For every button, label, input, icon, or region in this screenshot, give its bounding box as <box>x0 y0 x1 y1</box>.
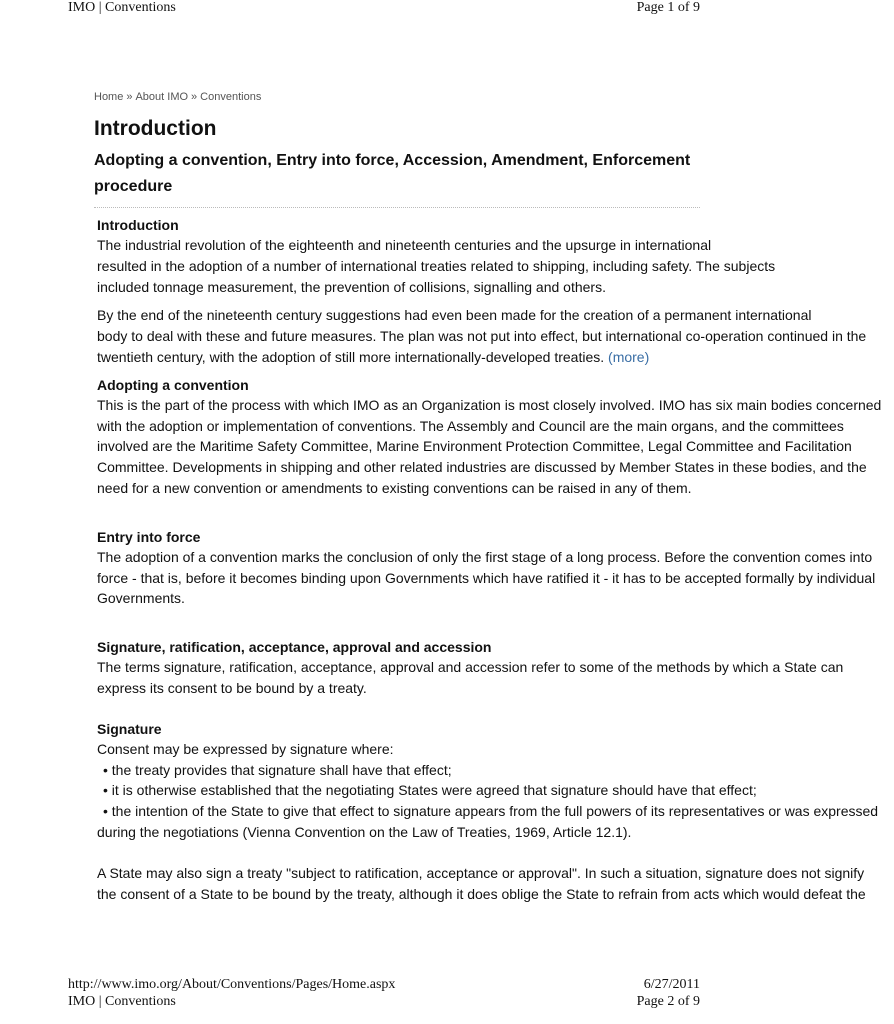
bullet-item: • the intention of the State to give that effect to signature appears from the full powers of its representatives or was expressed <box>103 803 879 820</box>
print-footer-url: http://www.imo.org/About/Conventions/Pages/Home.aspx <box>68 977 396 992</box>
paragraph-line: during the negotiations (Vienna Convention on the Law of Treaties, 1969, Article 12.1). <box>97 823 632 840</box>
paragraph-line: This is the part of the process with which IMO as an Organization is most closely involved. IMO has six main bodies concerned <box>97 396 882 413</box>
page-title: Introduction <box>94 117 217 140</box>
section-heading-introduction: Introduction <box>97 217 179 233</box>
article-body <box>94 208 894 904</box>
paragraph-line: Governments. <box>97 590 185 607</box>
subtitle-line: Adopting a convention, Entry into force, Accession, Amendment, Enforcement <box>94 152 691 169</box>
breadcrumb-home-link[interactable]: Home <box>94 91 124 103</box>
print-footer-date: 6/27/2011 <box>643 977 700 992</box>
paragraph-line: A State may also sign a treaty "subject to ratification, acceptance or approval". In such a situation, signature does not signify <box>97 864 865 881</box>
paragraph-line: force - that is, before it becomes binding upon Governments which have ratified it - it has to be accepted formally by individual <box>97 569 876 586</box>
paragraph-line: The industrial revolution of the eighteenth and nineteenth centuries and the upsurge in international <box>97 237 712 253</box>
subtitle-line: procedure <box>94 178 173 195</box>
paragraph-line: involved are the Maritime Safety Committee, Marine Environment Protection Committee, Legal Committee and Facilitation <box>97 438 852 455</box>
more-link[interactable]: (more) <box>608 348 650 365</box>
print-header-page-number: Page 1 of 9 <box>636 0 700 15</box>
paragraph-line: body to deal with these and future measures. The plan was not put into effect, but international co-operation continued in the <box>97 328 867 345</box>
paragraph-line: resulted in the adoption of a number of international treaties related to shipping, including safety. The subjects <box>97 257 776 274</box>
paragraph-text: twentieth century, with the adoption of still more internationally-developed treaties. <box>97 348 605 365</box>
print-next-page-number: Page 2 of 9 <box>636 994 700 1009</box>
section-heading-entry-into-force: Entry into force <box>97 528 201 545</box>
section-heading-signature: Signature <box>97 720 162 737</box>
bullet-item: • the treaty provides that signature shall have that effect; <box>103 761 452 778</box>
paragraph-line: The adoption of a convention marks the conclusion of only the first stage of a long process. Before the convention comes into <box>97 548 873 565</box>
breadcrumb-separator: » <box>191 91 198 103</box>
breadcrumb <box>94 91 894 105</box>
breadcrumb-conventions-link[interactable]: Conventions <box>200 91 262 103</box>
paragraph-line: Consent may be expressed by signature where: <box>97 740 394 757</box>
print-header-title: IMO | Conventions <box>68 0 176 15</box>
bullet-item: • it is otherwise established that the negotiating States were agreed that signature should have that effect; <box>103 782 757 799</box>
paragraph-line: need for a new convention or amendments to existing conventions can be raised in any of them. <box>97 479 692 496</box>
paragraph-line: Committee. Developments in shipping and other related industries are discussed by Member States in these bodies, and the <box>97 459 867 476</box>
page-content-viewport <box>94 88 882 918</box>
section-heading-signature-ratification: Signature, ratification, acceptance, approval and accession <box>97 639 492 656</box>
breadcrumb-about-link[interactable]: About IMO <box>135 91 189 103</box>
paragraph-line: the consent of a State to be bound by the treaty, although it does oblige the State to refrain from acts which would defeat the <box>97 885 866 902</box>
print-next-page-title: IMO | Conventions <box>68 994 176 1009</box>
paragraph-line: By the end of the nineteenth century suggestions had even been made for the creation of a permanent international <box>97 307 812 324</box>
paragraph-line: with the adoption or implementation of conventions. The Assembly and Council are the main organs, and the committees <box>97 417 844 434</box>
page-subtitle <box>94 148 700 200</box>
paragraph-line: The terms signature, ratification, acceptance, approval and accession refer to some of the methods by which a State can <box>97 659 844 676</box>
paragraph-line: express its consent to be bound by a treaty. <box>97 679 367 696</box>
section-heading-adopting: Adopting a convention <box>97 376 249 393</box>
breadcrumb-separator: » <box>126 91 133 103</box>
paragraph-line <box>97 347 894 368</box>
paragraph-line: included tonnage measurement, the prevention of collisions, signalling and others. <box>97 278 606 295</box>
